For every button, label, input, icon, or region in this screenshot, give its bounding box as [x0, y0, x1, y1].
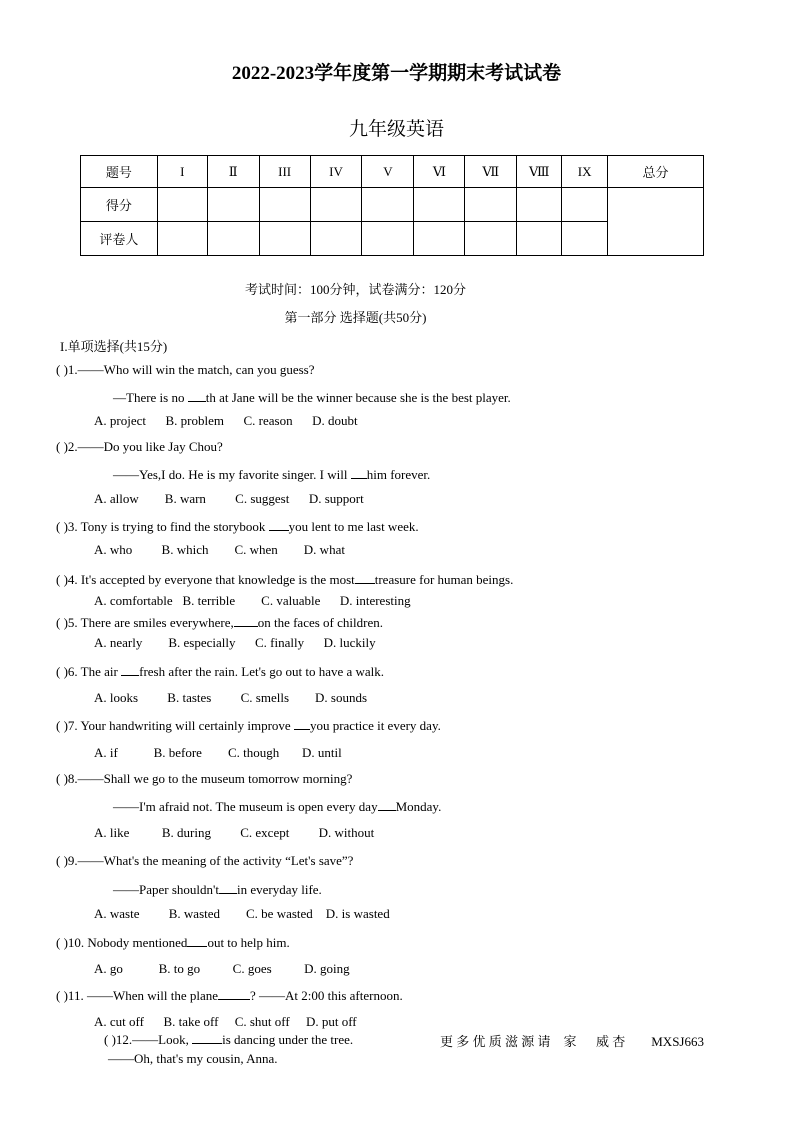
score-cell[interactable] — [517, 188, 562, 222]
answer-blank — [218, 987, 250, 1000]
grader-cell[interactable] — [362, 222, 414, 256]
answer-paren[interactable]: ( ) — [56, 519, 68, 534]
question-2-reply — [113, 466, 430, 483]
question-3-options: A. who B. which C. when D. what — [94, 542, 345, 557]
question-8-options: A. like B. during C. except D. without — [94, 825, 375, 840]
answer-paren[interactable]: ( ) — [104, 1032, 116, 1047]
answer-blank — [355, 571, 375, 584]
reply-text: Monday. — [395, 799, 442, 814]
question-11 — [56, 987, 403, 1004]
question-10 — [56, 934, 290, 951]
header-cell-6: Ⅵ — [414, 156, 465, 188]
reply-text: th at Jane will be the winner because she is the best player. — [205, 390, 511, 405]
question-2-options: A. allow B. warn C. suggest D. support — [94, 491, 364, 506]
header-cell-number: 题号 — [81, 156, 158, 188]
row-label-score: 得分 — [81, 188, 158, 222]
reply-text: ——Yes,I do. He is my favorite singer. I will — [113, 467, 351, 482]
question-4 — [56, 571, 513, 588]
grader-cell[interactable] — [310, 222, 362, 256]
grader-cell[interactable] — [517, 222, 562, 256]
question-5-options: A. nearly B. especially C. finally D. luckily — [94, 635, 376, 650]
grader-cell[interactable] — [465, 222, 517, 256]
total-score-cell[interactable] — [608, 188, 704, 256]
question-11-options: A. cut off B. take off C. shut off D. put off — [94, 1014, 357, 1029]
header-cell-7: Ⅶ — [465, 156, 517, 188]
question-2 — [56, 439, 223, 455]
question-stem: 5. There are smiles everywhere, — [67, 615, 234, 630]
answer-blank — [351, 466, 367, 479]
question-5 — [56, 614, 383, 631]
question-12 — [104, 1031, 353, 1048]
question-stem: 6. The air — [67, 664, 122, 679]
question-1-reply — [113, 389, 511, 406]
question-6-options: A. looks B. tastes C. smells D. sounds — [94, 690, 368, 705]
answer-blank — [121, 663, 139, 676]
question-3 — [56, 518, 419, 535]
header-cell-3: III — [259, 156, 310, 188]
answer-blank — [378, 798, 396, 811]
score-cell[interactable] — [310, 188, 362, 222]
answer-blank — [192, 1031, 222, 1044]
answer-blank — [188, 389, 206, 402]
question-stem: 11. ——When will the plane — [67, 988, 218, 1003]
score-cell[interactable] — [562, 188, 608, 222]
grader-cell[interactable] — [207, 222, 259, 256]
question-9 — [56, 853, 353, 869]
question-8-reply — [113, 798, 441, 815]
reply-text: him forever. — [366, 467, 431, 482]
answer-blank — [269, 518, 289, 531]
overlay-text: 更 多 优 质 滋 源 请 家 威 杏 MXSJ663 — [440, 1034, 704, 1049]
question-stem: ? ——At 2:00 this afternoon. — [250, 988, 403, 1003]
question-6 — [56, 663, 384, 680]
question-stem: you practice it every day. — [309, 718, 441, 733]
question-stem: on the faces of children. — [257, 615, 383, 630]
question-stem: 12.——Look, — [115, 1032, 193, 1047]
question-stem: 1.——Who will win the match, can you guess? — [67, 362, 315, 377]
exam-subtitle: 九年级英语 — [348, 119, 444, 140]
answer-paren[interactable]: ( ) — [56, 439, 68, 454]
score-cell[interactable] — [259, 188, 310, 222]
header-cell-5: V — [362, 156, 414, 188]
answer-paren[interactable]: ( ) — [56, 771, 68, 786]
header-cell-4: IV — [310, 156, 362, 188]
question-stem: 4. It's accepted by everyone that knowledge is the most — [67, 572, 355, 587]
grader-cell[interactable] — [157, 222, 207, 256]
row-label-grader: 评卷人 — [81, 222, 158, 256]
grader-cell[interactable] — [414, 222, 465, 256]
answer-paren[interactable]: ( ) — [56, 853, 68, 868]
score-table — [80, 155, 704, 256]
header-cell-2: Ⅱ — [207, 156, 259, 188]
question-stem: 2.——Do you like Jay Chou? — [67, 439, 223, 454]
reply-text: ——I'm afraid not. The museum is open every day — [113, 799, 378, 814]
answer-paren[interactable]: ( ) — [56, 664, 68, 679]
question-1 — [56, 362, 315, 378]
question-7-options: A. if B. before C. though D. until — [94, 745, 342, 760]
question-stem: out to help him. — [207, 935, 290, 950]
section-one-heading: I.单项选择(共15分) — [60, 339, 168, 354]
score-cell[interactable] — [157, 188, 207, 222]
reply-text: —There is no — [113, 390, 188, 405]
exam-title: 2022-2023学年度第一学期期末考试试卷 — [231, 63, 562, 84]
answer-paren[interactable]: ( ) — [56, 362, 68, 377]
answer-blank — [219, 881, 237, 894]
question-stem: 7. Your handwriting will certainly improve — [67, 718, 294, 733]
exam-info: 考试时间：100分钟，试卷满分：120分 — [244, 282, 466, 297]
question-8 — [56, 771, 352, 787]
question-9-reply — [113, 881, 322, 898]
answer-blank — [234, 614, 258, 627]
question-stem: 3. Tony is trying to find the storybook — [67, 519, 269, 534]
header-cell-8: Ⅷ — [517, 156, 562, 188]
question-7 — [56, 717, 441, 734]
question-stem: 10. Nobody mentioned — [67, 935, 188, 950]
question-stem: you lent to me last week. — [288, 519, 419, 534]
grader-cell[interactable] — [562, 222, 608, 256]
question-stem: treasure for human beings. — [374, 572, 514, 587]
question-stem: 8.——Shall we go to the museum tomorrow morning? — [67, 771, 353, 786]
grader-cell[interactable] — [259, 222, 310, 256]
question-12-reply: ——Oh, that's my cousin, Anna. — [108, 1051, 278, 1066]
question-stem: fresh after the rain. Let's go out to have a walk. — [139, 664, 385, 679]
header-cell-9: IX — [562, 156, 608, 188]
answer-paren[interactable]: ( ) — [56, 988, 68, 1003]
question-10-options: A. go B. to go C. goes D. going — [94, 961, 350, 976]
answer-paren[interactable]: ( ) — [56, 935, 68, 950]
answer-paren[interactable]: ( ) — [56, 572, 68, 587]
score-cell[interactable] — [207, 188, 259, 222]
reply-text: in everyday life. — [236, 882, 322, 897]
answer-blank — [294, 717, 310, 730]
question-stem: 9.——What's the meaning of the activity “Let's save”? — [67, 853, 354, 868]
question-9-options: A. waste B. wasted C. be wasted D. is wasted — [94, 906, 390, 921]
question-stem: is dancing under the tree. — [222, 1032, 354, 1047]
score-cell[interactable] — [362, 188, 414, 222]
question-4-options: A. comfortable B. terrible C. valuable D. interesting — [94, 593, 411, 608]
answer-paren[interactable]: ( ) — [56, 615, 68, 630]
part-one-heading: 第一部分 选择题(共50分) — [284, 310, 427, 325]
answer-paren[interactable]: ( ) — [56, 718, 68, 733]
header-cell-total: 总分 — [608, 156, 704, 188]
answer-blank — [187, 934, 207, 947]
reply-text: ——Paper shouldn't — [113, 882, 219, 897]
score-cell[interactable] — [414, 188, 465, 222]
question-1-options: A. project B. problem C. reason D. doubt — [94, 413, 358, 428]
score-cell[interactable] — [465, 188, 517, 222]
header-cell-1: I — [157, 156, 207, 188]
